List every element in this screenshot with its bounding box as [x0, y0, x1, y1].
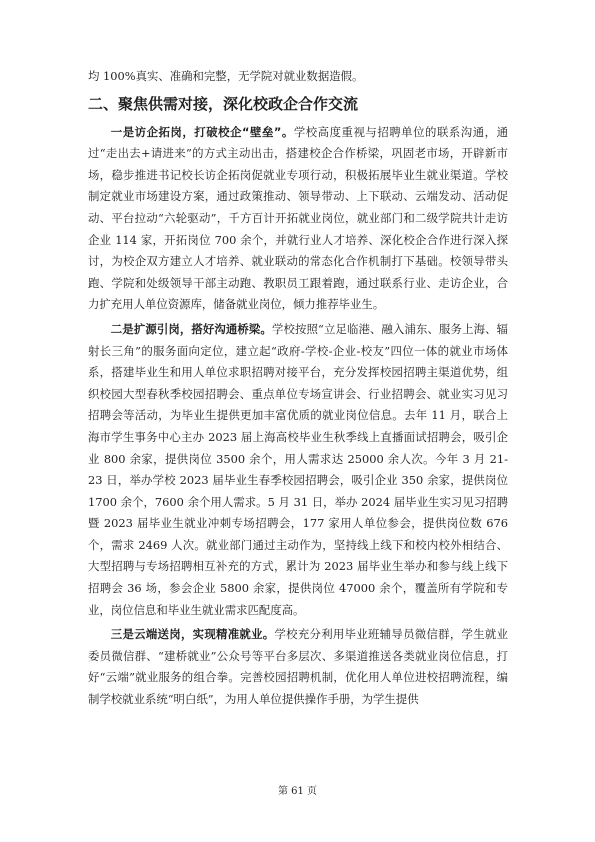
paragraph-lead: 三是云端送岗，实现精准就业。 — [110, 627, 275, 642]
page-number: 第 61 页 — [277, 786, 318, 797]
paragraph-visit-enterprises — [88, 122, 508, 316]
paragraph-body: 学校高度重视与招聘单位的联系沟通，通过“走出去+请进来”的方式主动出击，搭建校企合作桥梁，巩固老市场，开辟新市场，稳步推进书记校长访企拓岗促就业专项行动，积极拓展毕业生就业渠道。学校制定就业市场建设方案，通过政策推动、领导带动、上下联动、云端发动、活动促动、平台拉动“六轮驱动”，千方百计开拓就业岗位，就业部门和二级学院共计走访企业 114 家，开拓岗位 700 余个，并就行业人才培养、深化校企合作进行深入探讨，为校企双方建立人才培养、就业联动的常态化合作机制打下基础。校领导带头跑、学院和处级领导干部主动跑、教职员工跟着跑，通过联系行业、走访企业，合力扩充用人单位资源库，储备就业岗位，倾力推荐毕业生。 — [88, 124, 508, 312]
paragraph-expand-sources — [88, 319, 508, 621]
document-body — [88, 66, 508, 711]
paragraph-cloud-jobs — [88, 624, 508, 710]
intro-line: 均 100%真实、准确和完整，无学院对就业数据造假。 — [88, 69, 364, 83]
section-heading: 二、聚焦供需对接，深化校政企合作交流 — [88, 94, 359, 113]
paragraph-lead: 一是访企拓岗，打破校企“壁垒”。 — [110, 124, 294, 139]
paragraph-body: 学校充分利用毕业班辅导员微信群，学生就业委员微信群、“建桥就业”公众号等平台多层次、多渠道推送各类就业岗位信息，打好“云端”就业服务的组合拳。完善校园招聘机制，优化用人单位进校招聘流程，编制学校就业系统“明白纸”，为用人单位提供操作手册，为学生提供 — [88, 627, 508, 707]
paragraph-lead: 二是扩源引岗，搭好沟通桥梁。 — [110, 321, 272, 336]
paragraph-body: 学校按照“立足临港、融入浦东、服务上海、辐射长三角”的服务面向定位，建立起“政府-学校-企业-校友”四位一体的就业市场体系，搭建毕业生和用人单位求职招聘对接平台，充分发挥校园招聘主渠道优势，组织校园大型春秋季校园招聘会、重点单位专场宣讲会、行业招聘会、就业实习见习招聘会等活动，为毕业生提供更加丰富优质的就业岗位信息。去年 11 月，联合上海市学生事务中心主办 2023 届上海高校毕业生秋季线上直播面试招聘会，吸引企业 800 余家，提供岗位 3500 余个，用人需求达 25000 余人次。今年 3 月 21-23 日，举办学校 2023 届毕业生春季校园招聘会，吸引企业 350 余家，提供岗位 1700 余个，7600 余个用人需求。5 月 31 日，举办 2024 届毕业生实习见习招聘暨 2023 届毕业生就业冲刺专场招聘会，177 家用人单位参会，提供岗位数 676 个，需求 2469 人次。就业部门通过主动作为，坚持线上线下和校内校外相结合、大型招聘与专场招聘相互补充的方式，累计为 2023 届毕业生举办和参与线上线下招聘会 36 场，参会企业 5800 余家，提供岗位 47000 余个，覆盖所有学院和专业，岗位信息和毕业生就业需求匹配度高。 — [88, 321, 508, 617]
